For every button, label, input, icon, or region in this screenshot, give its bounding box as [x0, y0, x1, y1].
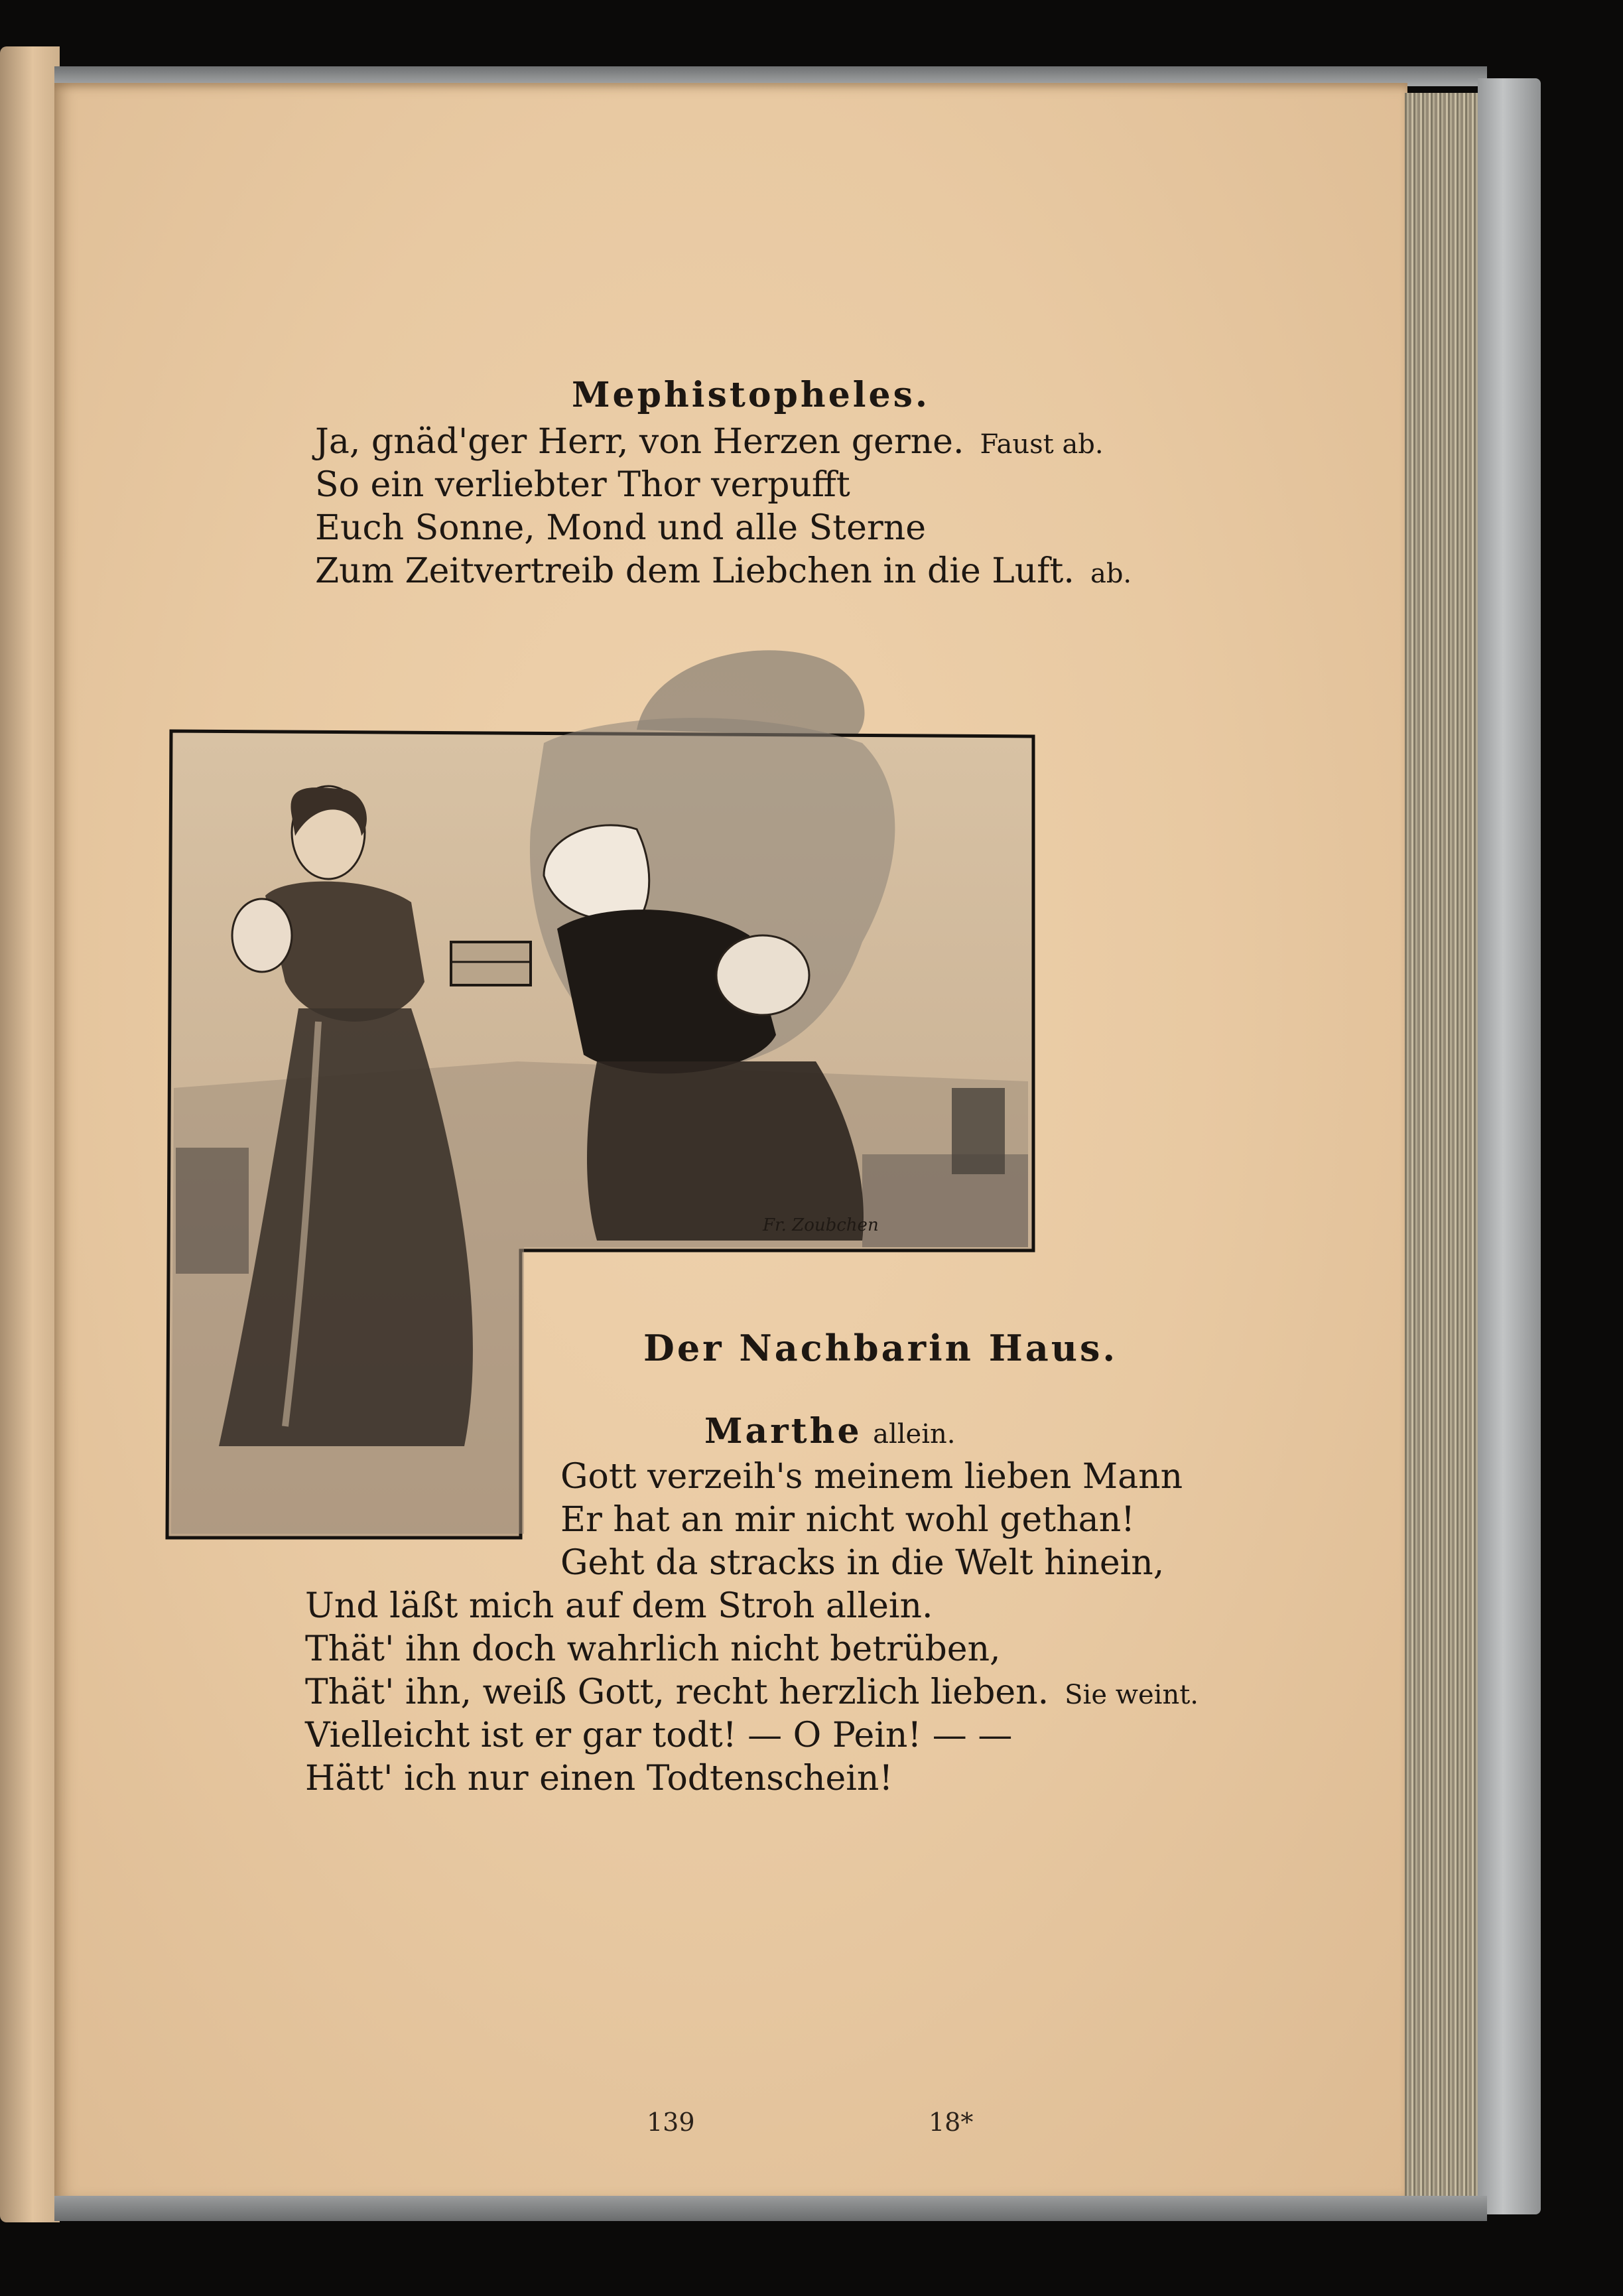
verse-text: Ja, gnäd'ger Herr, von Herzen gerne.: [315, 422, 964, 462]
speaker-marthe: Marthe: [704, 1411, 862, 1452]
stage-direction-ab: ab.: [1090, 559, 1132, 589]
verse-line: Thät' ihn doch wahrlich nicht betrüben,: [305, 1629, 1001, 1669]
verse-line: Geht da stracks in die Welt hinein,: [560, 1543, 1165, 1583]
stage-direction-sie-weint: Sie weint.: [1065, 1680, 1199, 1710]
verse-line: Hätt' ich nur einen Todtenschein!: [305, 1759, 893, 1798]
speaker-mephistopheles: Mephistopheles.: [572, 375, 931, 415]
page-number: 139: [647, 2108, 695, 2137]
verse-text: Thät' ihn, weiß Gott, recht herzlich lieben.: [305, 1672, 1049, 1712]
verse-text: Zum Zeitvertreib dem Liebchen in die Luft.: [315, 551, 1074, 591]
verse-line: Und läßt mich auf dem Stroh allein.: [305, 1586, 933, 1626]
verse-line: Euch Sonne, Mond und alle Sterne: [315, 508, 926, 548]
scene-heading: Der Nachbarin Haus.: [643, 1327, 1118, 1369]
verse-line: So ein verliebter Thor verpufft: [315, 465, 850, 505]
artist-signature: Fr. Zoubchen: [763, 1215, 879, 1235]
verse-line: [305, 1672, 1199, 1712]
stage-direction-faust-ab: Faust ab.: [980, 429, 1104, 460]
speaker-marthe-line: [704, 1411, 956, 1452]
verse-line: Gott verzeih's meinem lieben Mann: [560, 1457, 1183, 1497]
stage-direction-allein: allein.: [873, 1419, 956, 1450]
signature-mark: 18*: [929, 2108, 974, 2137]
verse-line: Vielleicht ist er gar todt! — O Pein! — —: [305, 1716, 1013, 1755]
verse-line: Er hat an mir nicht wohl gethan!: [560, 1500, 1136, 1540]
